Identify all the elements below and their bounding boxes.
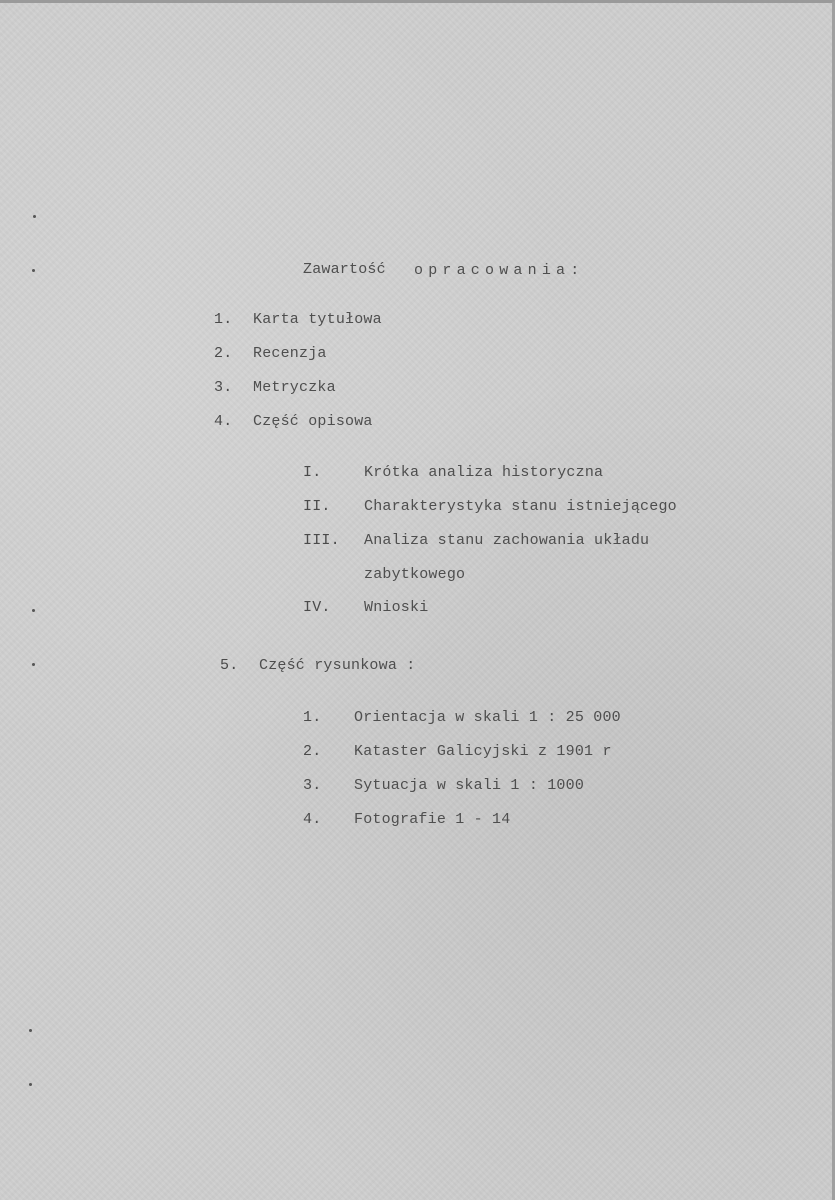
item-number: 3. <box>214 379 233 396</box>
heading-word: Zawartość <box>303 261 386 278</box>
item-label: Metryczka <box>253 379 336 396</box>
paper-speck <box>29 1029 32 1032</box>
drawing-number: 2. <box>303 743 322 760</box>
subitem-label-continuation: zabytkowego <box>364 566 466 583</box>
item-number: 2. <box>214 345 233 362</box>
item-label: Część opisowa <box>253 413 373 430</box>
subitem-label: Wnioski <box>364 599 429 616</box>
paper-speck <box>33 215 36 218</box>
subitem-label: Krótka analiza historyczna <box>364 464 604 481</box>
paper-speck <box>32 609 35 612</box>
item-number: 4. <box>214 413 233 430</box>
paper-speck <box>32 269 35 272</box>
subitem-label: Analiza stanu zachowania układu <box>364 532 650 549</box>
paper-speck <box>32 663 35 666</box>
subitem-number: I. <box>303 464 322 481</box>
item-label: Recenzja <box>253 345 327 362</box>
heading-spaced-word: opracowania: <box>414 262 585 279</box>
drawing-number: 3. <box>303 777 322 794</box>
drawing-number: 1. <box>303 709 322 726</box>
subitem-label: Charakterystyka stanu istniejącego <box>364 498 677 515</box>
drawing-label: Orientacja w skali 1 : 25 000 <box>354 709 621 726</box>
drawing-number: 4. <box>303 811 322 828</box>
drawing-label: Kataster Galicyjski z 1901 r <box>354 743 612 760</box>
item-number: 1. <box>214 311 233 328</box>
item-label: Karta tytułowa <box>253 311 382 328</box>
section-number: 5. <box>220 657 239 674</box>
subitem-number: II. <box>303 498 331 515</box>
drawing-label: Fotografie 1 - 14 <box>354 811 511 828</box>
section-label: Część rysunkowa : <box>259 657 416 674</box>
subitem-number: IV. <box>303 599 331 616</box>
subitem-number: III. <box>303 532 340 549</box>
paper-speck <box>29 1083 32 1086</box>
drawing-label: Sytuacja w skali 1 : 1000 <box>354 777 585 794</box>
